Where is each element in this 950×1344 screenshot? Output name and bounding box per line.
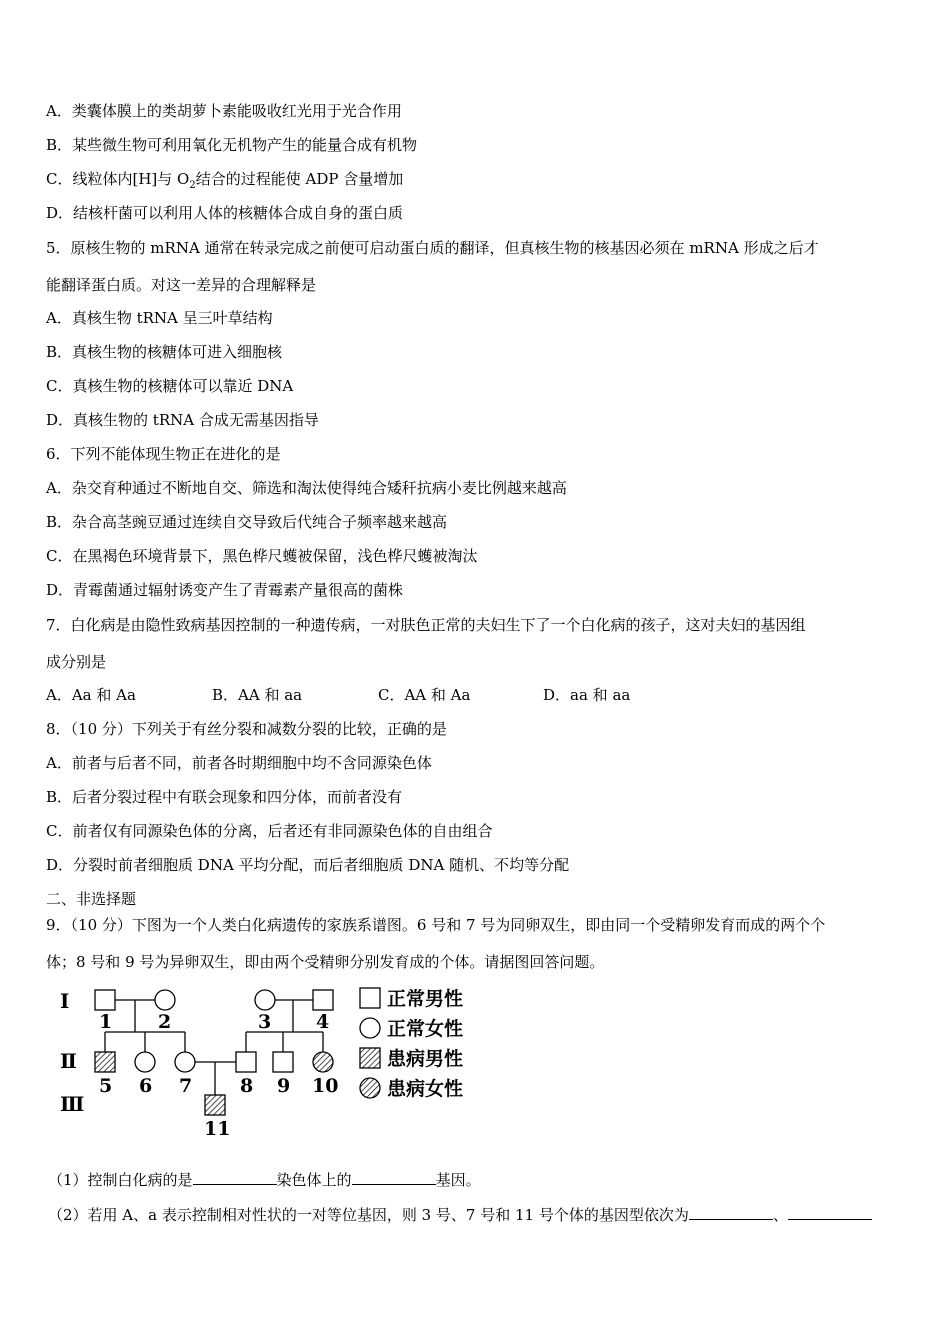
generation-label-1: Ⅰ xyxy=(60,989,70,1013)
q6-option-b: B．杂合高茎豌豆通过连续自交导致后代纯合子频率越来越高 xyxy=(46,513,448,531)
answer-blank-1[interactable] xyxy=(193,1170,277,1185)
label-6: 6 xyxy=(139,1075,153,1097)
legend-normal-male-label: 正常男性 xyxy=(387,988,464,1010)
q8-option-a: A．前者与后者不同，前者各时期细胞中均不含同源染色体 xyxy=(46,754,432,772)
q4-option-b: B．某些微生物可利用氧化无机物产生的能量合成有机物 xyxy=(46,136,418,154)
q7-option-b: B．AA 和 aa xyxy=(212,686,303,704)
q4-option-d: D．结核杆菌可以利用人体的核糖体合成自身的蛋白质 xyxy=(46,204,404,222)
q5-option-b: B．真核生物的核糖体可进入细胞核 xyxy=(46,343,283,361)
section-heading: 二、非选择题 xyxy=(46,890,137,908)
q5-option-d: D．真核生物的 tRNA 合成无需基因指导 xyxy=(46,411,319,429)
legend-normal-male-symbol xyxy=(360,988,380,1008)
label-5: 5 xyxy=(99,1075,113,1097)
answer-blank-2[interactable] xyxy=(352,1170,436,1185)
q9-subquestion-1: （1）控制白化病的是 染色体上的 基因。 xyxy=(48,1171,481,1189)
q7-stem-line1: 7．白化病是由隐性致病基因控制的一种遗传病，一对肤色正常的夫妇生下了一个白化病的孩子，这对夫妇的基因组 xyxy=(46,616,806,634)
pedigree-chart xyxy=(60,985,480,1140)
individual-1 xyxy=(95,990,115,1010)
generation-label-2: Ⅱ xyxy=(60,1049,77,1073)
label-3: 3 xyxy=(258,1011,272,1033)
q8-option-b: B．后者分裂过程中有联会现象和四分体，而前者没有 xyxy=(46,788,403,806)
label-4: 4 xyxy=(316,1011,330,1033)
q4-option-c: C．线粒体内[H]与 $O_2$结合的过程能使 ADP 含量增加 xyxy=(46,170,404,191)
label-8: 8 xyxy=(240,1075,254,1097)
q5-stem-line2: 能翻译蛋白质。对这一差异的合理解释是 xyxy=(46,276,317,294)
q6-option-d: D．青霉菌通过辐射诱变产生了青霉素产量很高的菌株 xyxy=(46,581,404,599)
label-9: 9 xyxy=(277,1075,291,1097)
legend-normal-female-symbol xyxy=(360,1018,380,1038)
q7-option-d: D．aa 和 aa xyxy=(543,686,631,704)
answer-blank-3[interactable] xyxy=(689,1205,773,1220)
label-11: 11 xyxy=(204,1118,231,1140)
q8-option-d: D．分裂时前者细胞质 DNA 平均分配，而后者细胞质 DNA 随机、不均等分配 xyxy=(46,856,570,874)
q5-option-a: A．真核生物 tRNA 呈三叶草结构 xyxy=(46,309,273,327)
individual-6 xyxy=(135,1052,155,1072)
individual-4 xyxy=(313,990,333,1010)
individual-3 xyxy=(255,990,275,1010)
legend-affected-male-label: 患病男性 xyxy=(387,1048,464,1070)
label-2: 2 xyxy=(158,1011,172,1033)
individual-8 xyxy=(236,1052,256,1072)
q6-option-a: A．杂交育种通过不断地自交、筛选和淘汰使得纯合矮秆抗病小麦比例越来越高 xyxy=(46,479,567,497)
q9-subquestion-2: （2）若用 A、a 表示控制相对性状的一对等位基因，则 3 号、7 号和 11 号个体的基因型依次为 、 xyxy=(48,1205,872,1225)
individual-10 xyxy=(313,1052,333,1072)
legend-affected-female-label: 患病女性 xyxy=(387,1078,464,1100)
q9-stem-line1: 9．（10 分）下图为一个人类白化病遗传的家族系谱图。6 号和 7 号为同卵双生，即由同一个受精卵发育而成的两个个 xyxy=(46,916,826,934)
individual-2 xyxy=(155,990,175,1010)
q7-option-a: A．Aa 和 Aa xyxy=(46,686,136,704)
legend-affected-male-symbol xyxy=(360,1048,380,1068)
q9-stem-line2: 体；8 号和 9 号为异卵双生，即由两个受精卵分别发育成的个体。请据图回答问题。 xyxy=(46,953,605,971)
q5-option-c: C．真核生物的核糖体可以靠近 DNA xyxy=(46,377,294,395)
generation-label-3: Ⅲ xyxy=(60,1092,85,1116)
label-7: 7 xyxy=(179,1075,193,1097)
label-1: 1 xyxy=(99,1011,113,1033)
answer-blank-4[interactable] xyxy=(788,1205,872,1220)
q8-option-c: C．前者仅有同源染色体的分离，后者还有非同源染色体的自由组合 xyxy=(46,822,493,840)
q7-stem-line2: 成分别是 xyxy=(46,653,107,671)
individual-11 xyxy=(205,1095,225,1115)
individual-7 xyxy=(175,1052,195,1072)
individual-5 xyxy=(95,1052,115,1072)
q6-option-c: C．在黑褐色环境背景下，黑色桦尺蠖被保留，浅色桦尺蠖被淘汰 xyxy=(46,547,478,565)
q6-stem: 6．下列不能体现生物正在进化的是 xyxy=(46,445,281,463)
legend-affected-female-symbol xyxy=(360,1078,380,1098)
q5-stem-line1: 5．原核生物的 mRNA 通常在转录完成之前便可启动蛋白质的翻译，但真核生物的核基因必须在 mRNA 形成之后才 xyxy=(46,239,819,257)
individual-9 xyxy=(273,1052,293,1072)
legend-normal-female-label: 正常女性 xyxy=(387,1018,464,1040)
q7-option-c: C．AA 和 Aa xyxy=(378,686,471,704)
q8-stem: 8．（10 分）下列关于有丝分裂和减数分裂的比较，正确的是 xyxy=(46,720,447,738)
label-10: 10 xyxy=(312,1075,339,1097)
q4-option-a: A．类囊体膜上的类胡萝卜素能吸收红光用于光合作用 xyxy=(46,102,402,120)
